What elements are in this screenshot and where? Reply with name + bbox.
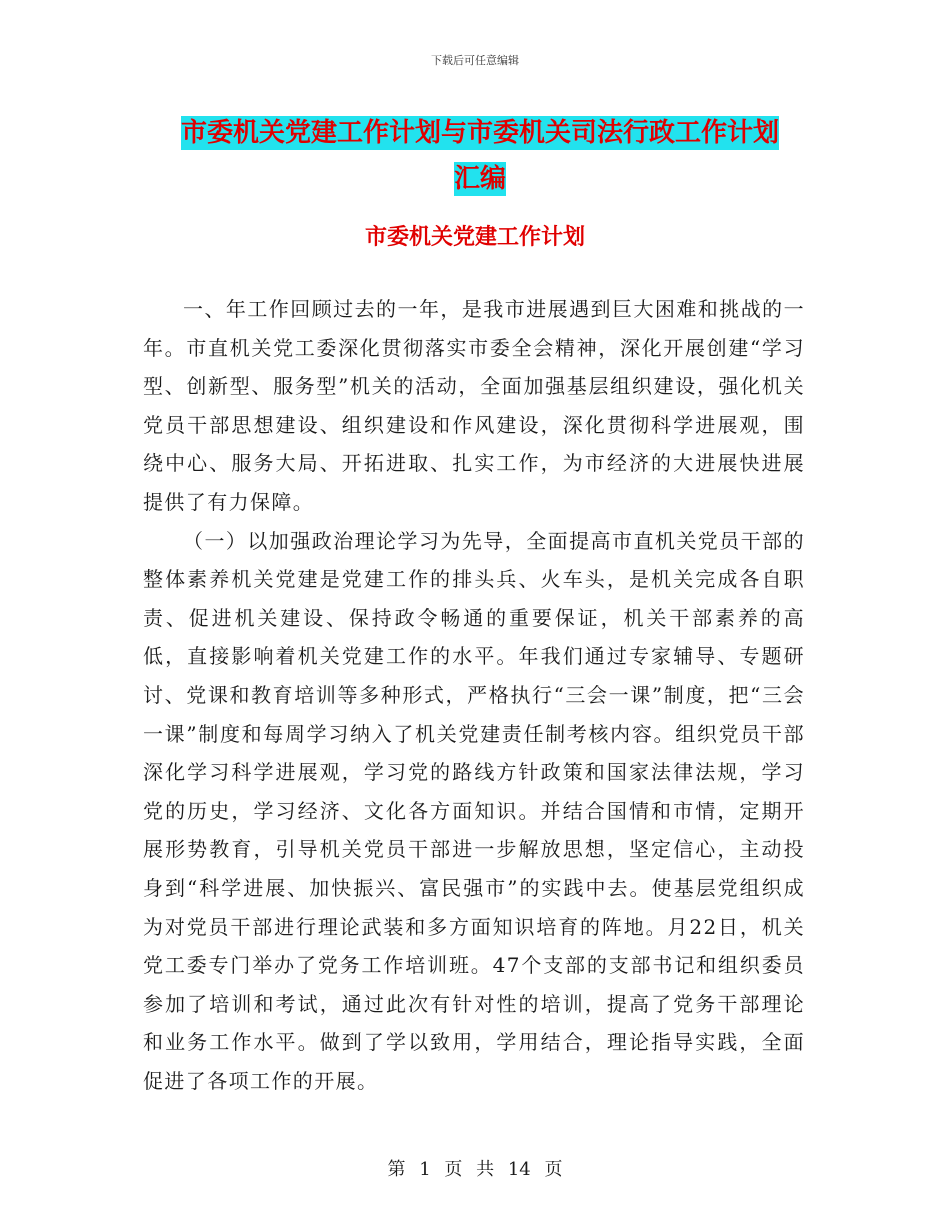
document-title-line-1: 市委机关党建工作计划与市委机关司法行政工作计划 xyxy=(180,118,779,148)
document-title xyxy=(150,110,810,202)
page-number: 第 1 页 共 14 页 xyxy=(387,1159,563,1180)
document-title-line-2: 汇编 xyxy=(453,164,506,194)
download-note: 下载后可任意编辑 xyxy=(431,54,519,67)
body-text xyxy=(143,290,805,1100)
paragraph-1: 一、年工作回顾过去的一年，是我市进展遇到巨大困难和挑战的一年。市直机关党工委深化贯彻落实市委全会精神，深化开展创建“学习型、创新型、服务型”机关的活动，全面加强基层组织建设，强化机关党员干部思想建设、组织建设和作风建设，深化贯彻科学进展观，围绕中心、服务大局、开拓进取、扎实工作，为市经济的大进展快进展提供了有力保障。 xyxy=(143,297,805,514)
paragraph-2: （一）以加强政治理论学习为先导，全面提高市直机关党员干部的整体素养机关党建是党建工作的排头兵、火车头，是机关完成各自职责、促进机关建设、保持政令畅通的重要保证，机关干部素养的高低，直接影响着机关党建工作的水平。年我们通过专家辅导、专题研讨、党课和教育培训等多种形式，严格执行“三会一课”制度，把“三会一课”制度和每周学习纳入了机关党建责任制考核内容。组织党员干部深化学习科学进展观，学习党的路线方针政策和国家法律法规，学习党的历史，学习经济、文化各方面知识。并结合国情和市情，定期开展形势教育，引导机关党员干部进一步解放思想，坚定信心，主动投身到“科学进展、加快振兴、富民强市”的实践中去。使基层党组织成为对党员干部进行理论武装和多方面知识培育的阵地。月22日，机关党工委专门举办了党务工作培训班。47个支部的支部书记和组织委员参加了培训和考试，通过此次有针对性的培训，提高了党务干部理论和业务工作水平。做到了学以致用，学用结合，理论指导实践，全面促进了各项工作的开展。 xyxy=(143,528,805,1093)
section-title: 市委机关党建工作计划 xyxy=(364,225,585,250)
